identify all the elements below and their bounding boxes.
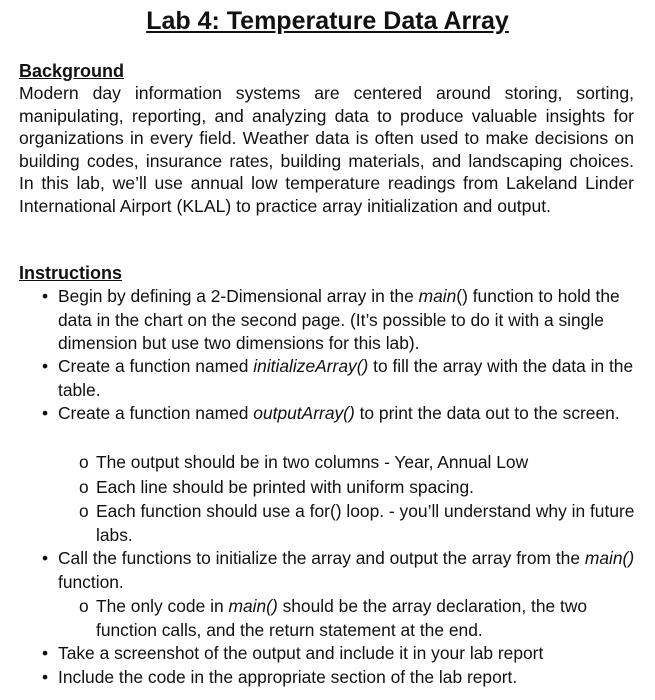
bullet-call-functions: • Call the functions to initialize the array and output the array from the main() function. bbox=[42, 548, 635, 592]
sub-bullet-uniform-spacing: o Each line should be printed with uniform spacing. bbox=[80, 476, 651, 500]
bullet-include-code: • Include the code in the appropriate section of the lab report. bbox=[37, 666, 655, 690]
bullet-initialize-array: • Create a function named initializeArray() to fill the array with the data in the table. bbox=[42, 356, 634, 400]
bullet-icon: • bbox=[42, 356, 49, 376]
sub-bullet-for-loop: o Each function should use a for() loop. - you’ll understand why in future labs. bbox=[79, 501, 635, 545]
background-paragraph: Modern day information systems are centered around storing, sorting, manipulating, reporting, and analyzing data to produce valuable insights for organizations in every field. Weather data is often used to make decisions on building codes, insurance rates, building materials, and landscaping choices. In this lab, we’ll use annual low temperature readings from Lakeland Linder International Airport (KLAL) to practice array initialization and output. bbox=[19, 83, 634, 216]
sub-bullet-icon: o bbox=[79, 452, 89, 472]
bullet-screenshot: • Take a screenshot of the output and include it in your lab report bbox=[37, 642, 655, 666]
sub-bullet-two-columns: o The output should be in two columns - Year, Annual Low bbox=[80, 451, 651, 475]
page-title: Lab 4: Temperature Data Array bbox=[146, 7, 509, 35]
background-heading: Background bbox=[19, 61, 125, 81]
bullet-define-array: • Begin by defining a 2-Dimensional array in the main() function to hold the data in the chart on the second page. (It’s possible to do it with a single dimension but use two dimensions for this lab). bbox=[42, 286, 620, 353]
bullet-icon: • bbox=[42, 667, 49, 687]
sub-bullet-icon: o bbox=[79, 477, 89, 497]
bullet-icon: • bbox=[42, 548, 49, 568]
bullet-output-array: • Create a function named outputArray() to print the data out to the screen. bbox=[37, 402, 655, 426]
sub-bullet-icon: o bbox=[79, 501, 89, 521]
sub-bullet-main-contents: o The only code in main() should be the array declaration, the two function calls, and the return statement at the end. bbox=[79, 596, 588, 640]
sub-bullet-icon: o bbox=[79, 596, 89, 616]
bullet-icon: • bbox=[42, 403, 49, 423]
bullet-icon: • bbox=[42, 643, 49, 663]
instructions-heading: Instructions bbox=[19, 263, 123, 283]
bullet-icon: • bbox=[42, 286, 49, 306]
